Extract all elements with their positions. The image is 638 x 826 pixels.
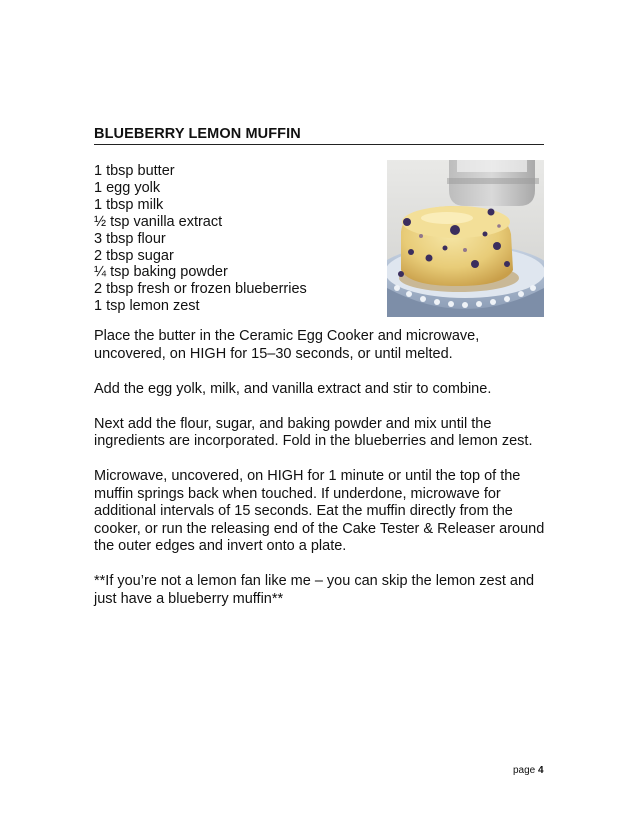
page-number-value: 4 xyxy=(538,765,544,776)
ingredient-item: 2 tbsp fresh or frozen blueberries xyxy=(94,281,307,298)
page-word: page xyxy=(513,765,536,776)
recipe-title: BLUEBERRY LEMON MUFFIN xyxy=(94,126,544,145)
instruction-paragraph: Add the egg yolk, milk, and vanilla extract and stir to combine. xyxy=(94,380,492,397)
ingredient-item: 1 tbsp butter xyxy=(94,163,175,179)
instruction-paragraph: Next add the flour, sugar, and baking powder and mix until the ingredients are incorporated. Fold in the blueberries and lemon zest. xyxy=(94,415,533,449)
note-paragraph: **If you’re not a lemon fan like me – you can skip the lemon zest and just have a blueberry muffin** xyxy=(94,573,535,607)
page-number xyxy=(513,765,544,776)
ingredient-item: 3 tbsp flour xyxy=(94,230,166,247)
instructions xyxy=(94,328,554,626)
muffin-photo xyxy=(387,160,544,317)
ingredient-item: 2 tbsp sugar xyxy=(94,247,174,264)
ingredient-item: ¼ tsp baking powder xyxy=(94,264,228,281)
ingredient-item: 1 tbsp milk xyxy=(94,196,164,213)
ingredient-item: 1 egg yolk xyxy=(94,179,161,196)
muffin-illustration xyxy=(387,160,544,317)
instruction-paragraph: Place the butter in the Ceramic Egg Cooker and microwave, uncovered, on HIGH for 15–30 seconds, or until melted. xyxy=(94,328,480,362)
ingredient-list xyxy=(94,163,307,315)
instruction-paragraph: Microwave, uncovered, on HIGH for 1 minute or until the top of the muffin springs back when touched. If underdone, microwave for additional intervals of 15 seconds. Eat the muffin directly from the cooker, or run the releasing end of the Cake Tester & Releaser around the outer edges and invert onto a plate. xyxy=(94,468,545,554)
ingredient-item: 1 tsp lemon zest xyxy=(94,298,200,315)
ingredient-item: ½ tsp vanilla extract xyxy=(94,213,223,230)
